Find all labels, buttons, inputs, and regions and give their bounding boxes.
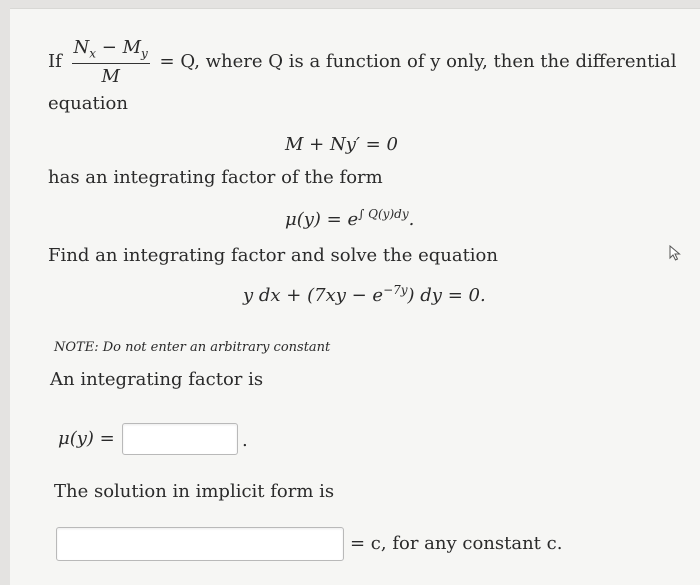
mu-input-label: μ(y) = (58, 428, 115, 449)
mouse-pointer-icon (669, 245, 681, 265)
fraction-numerator: $N_x - M_y$ (73, 37, 148, 61)
condition-tail: = Q, where Q is a function of y only, then the differential (159, 50, 677, 72)
question-panel (10, 8, 700, 585)
fraction-denominator: M (101, 65, 120, 87)
solution-label: The solution in implicit form is (54, 481, 335, 502)
solution-answer-input[interactable] (56, 527, 344, 561)
if-word: If (48, 50, 62, 72)
mu-answer-input[interactable] (122, 423, 238, 455)
solution-suffix: = c, for any constant c. (350, 533, 563, 554)
integrating-factor-text: has an integrating factor of the form (48, 167, 383, 188)
fraction (72, 37, 150, 87)
equation-word: equation (48, 93, 128, 114)
instruction-text: Find an integrating factor and solve the equation (48, 245, 498, 266)
mu-formula: $\mu(y) = e^{\int Q(y)dy}$. (285, 207, 415, 230)
condition-line (48, 37, 677, 87)
equation-display-2: y dx + $(7xy - e^{-7y})$ dy = 0. (243, 283, 486, 306)
note-text: NOTE: Do not enter an arbitrary constant (54, 340, 331, 355)
factor-label: An integrating factor is (50, 369, 264, 390)
fraction-bar (72, 63, 150, 64)
equation-display-1: M + Ny′ = 0 (285, 134, 398, 155)
mu-input-period: . (242, 430, 248, 451)
